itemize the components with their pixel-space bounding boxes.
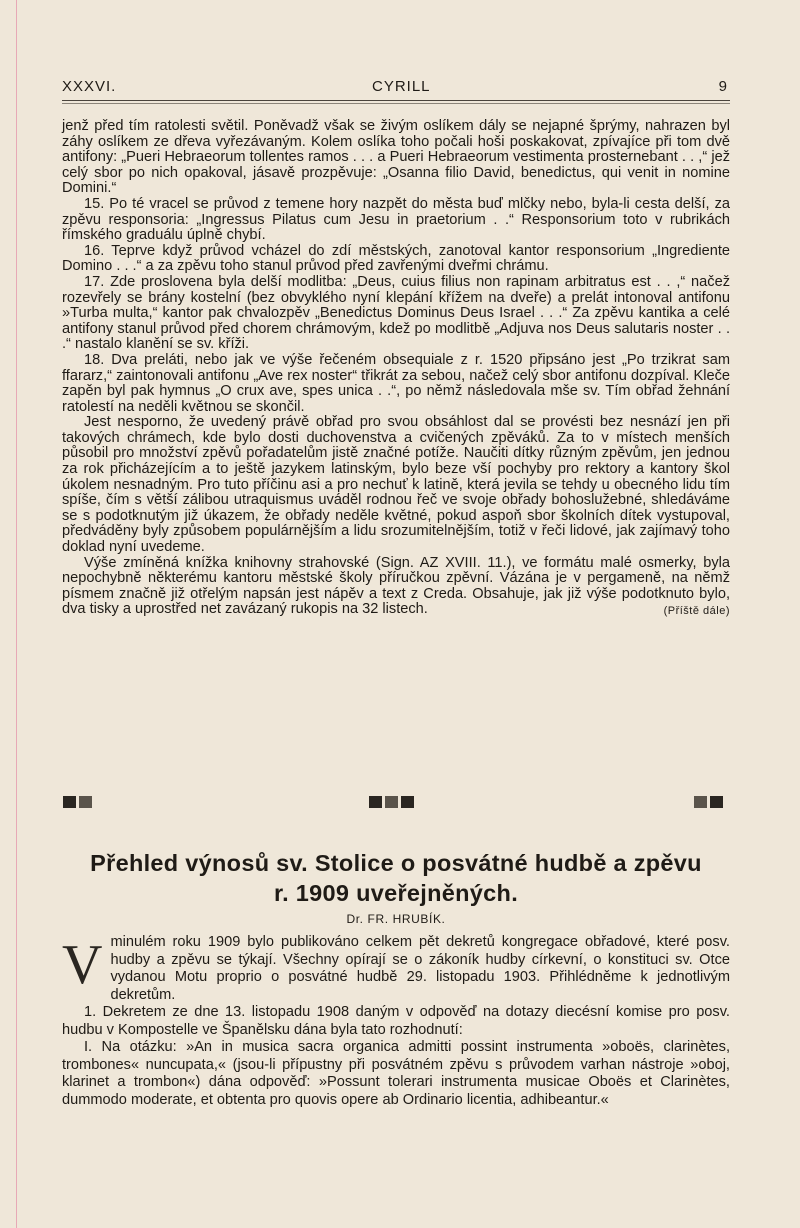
article-title-line-1: Přehled výnosů sv. Stolice o posvátné hudbě a zpěvu [90,850,702,876]
article-paragraph-3: I. Na otázku: »An in musica sacra organica admitti possint instrumenta »oboës, clarinètes, trombones« nuncupata,« (jsou-li přípustny při posvátném zpěvu s průvodem varhan nástroje »oboj, klarinet a trombon«) dána odpověď: »Possunt tolerari instrumenta musicae Oboës et Clarinètes, dummodo moderate, et obtenta pro quovis opere ab Ordinario licentia, adhibeantur.« [62,1039,730,1108]
drop-cap: V [62,934,103,996]
article-title-line-2: r. 1909 uveřejněných. [273,880,519,906]
article-title [62,848,730,908]
paragraph-15: 15. Po té vracel se průvod z temene hory nazpět do města buď mlčky nebo, byla-li cesta delší, za zpěvu responsoria: „Ingressus Pilatus cum Jesu in praetorium . .“ Responsorium toto v rubrikách římského graduálu úplně chybí. [62,195,730,244]
article-paragraph-1 [62,934,730,1004]
page-margin-line [16,0,17,1228]
header-rule [62,100,730,104]
volume-number: XXXVI. [62,78,117,95]
ornament-left [63,796,92,808]
paragraph-17: 17. Zde proslovena byla delší modlitba: „Deus, cuius filius non rapinam arbitratus est . . ,“ načež rozevřely se brány kostelní (bez obvyklého nyní klepání křížem na dveře) a prelát intonoval antifonu »Turba multa,“ kantor pak chvalozpěv „Benedictus Dominus Deus Israel . . .“ Za zpěvu kantika a celé antifony stanul průvod před chorem chrámovým, kdež po modlitbě „Adjuva nos Deus salutaris noster . . .“ nastalo klanění se sv. kříži. [62,273,730,353]
journal-name: CYRILL [372,78,431,95]
paragraph-jest: Jest nesporno, že uvedený právě obřad pro svou obsáhlost dal se provésti bez nesnází jen při takových chrámech, kde bylo dosti duchovenstva a cvičených zpěváků. Za to v místech menších působil pro množství zpěvů pořadatelům jistě značné potíže. Naučiti dítky různým zpěvům, jen jednou za rok přicházejícím a to ještě jazykem latinským, bylo beze vší pochyby pro rektory a kantory škol úkolem nesnadným. Pro tuto příčinu asi a pro nechuť k latině, která jevila se tehdy u obecného lidu tím spíše, čím s větší zálibou utraquismus uváděl rodnou řeč ve svoje obřady bohoslužebné, shledáváme se s podotknutým již úkazem, že obřady neděle květné, pokud aspoň sbor školních dítek vystupoval, předváděny byly způsobem populárnějším a lidu srozumitelnějším, totiž v řeči lidové, jak zajímavý toho doklad nyní uvedeme. [62,414,730,556]
previous-article-continuation [62,119,730,620]
paragraph-16: 16. Teprve když průvod vcházel do zdí městských, zanotoval kantor responsorium „Ingrediente Domino . . .“ a za zpěvu toho stanul průvod před zavřenými dveřmi chrámu. [62,242,730,275]
ornament-right [694,796,723,808]
article-author: Dr. FR. HRUBÍK. [346,912,446,926]
paragraph-vyse [62,556,730,618]
paragraph-vyse-text: Výše zmíněná knížka knihovny strahovské (Sign. AZ XVIII. 11.), ve formátu malé osmerky, byla nepochybně některému kantoru městské školy příručkou zpěvní. Vázána je v pergameně, na němž písmem značně již otřelým napsán jest nápěv a text z Creda. Obsahuje, jak již výše podotknuto bylo, dva tisky a uprostřed net zavázaný rukopis na 32 listech. [62,554,730,618]
page-number: 9 [718,78,728,95]
ornament-center [369,796,414,808]
paragraph-18: 18. Dva preláti, nebo jak ve výše řečeném obsequiale z r. 1520 připsáno jest „Po trzikrat sam ffararz,“ zaintonovali antifonu „Ave rex noster“ třikrát za sebou, načež celý sbor antifonu dozpíval. Kleče zapěn byl pak hymnus „O crux ave, spes unica . .“, po němž následovala mše sv. Tím obřad žehnání ratolestí na neděli květnou se skončil. [62,351,730,415]
article-paragraph-2: 1. Dekretem ze dne 13. listopadu 1908 daným v odpověď na dotazy diecésní komise pro posv. hudbu v Kompostelle ve Španělsku dána byla tato rozhodnutí: [62,1004,730,1038]
article-body [62,934,730,1109]
article-paragraph-1-text: minulém roku 1909 bylo publikováno celkem pět dekretů kongregace obřadové, které posv. hudby a zpěvu se týkají. Všechny opírají se o zákoník hudby církevní, o konstituci sv. Otce vydanou Motu proprio o posvátné hudbě 29. listopadu 1903. Přihlédněme k jednotlivým dekretům. [110,934,730,1003]
continued-note: (Příště dále) [663,605,730,618]
running-header [62,78,730,100]
paragraph-intro: jenž před tím ratolesti světil. Poněvadž však se živým oslíkem dály se nejapné šprýmy, nahrazen byl záhy oslíkem ze dřeva vyřezávaným. Kolem oslíka toho počali hoši poskakovat, zpívajíce při tom dvě antifony: „Pueri Hebraeorum tollentes ramos . . . a Pueri Hebraeorum vestimenta prosternebant . . ,“ jež celý sbor po nich opakoval, jásavě prozpěvuje: „Osanna filio David, benedictus, qui venit in nomine Domini.“ [62,118,730,197]
